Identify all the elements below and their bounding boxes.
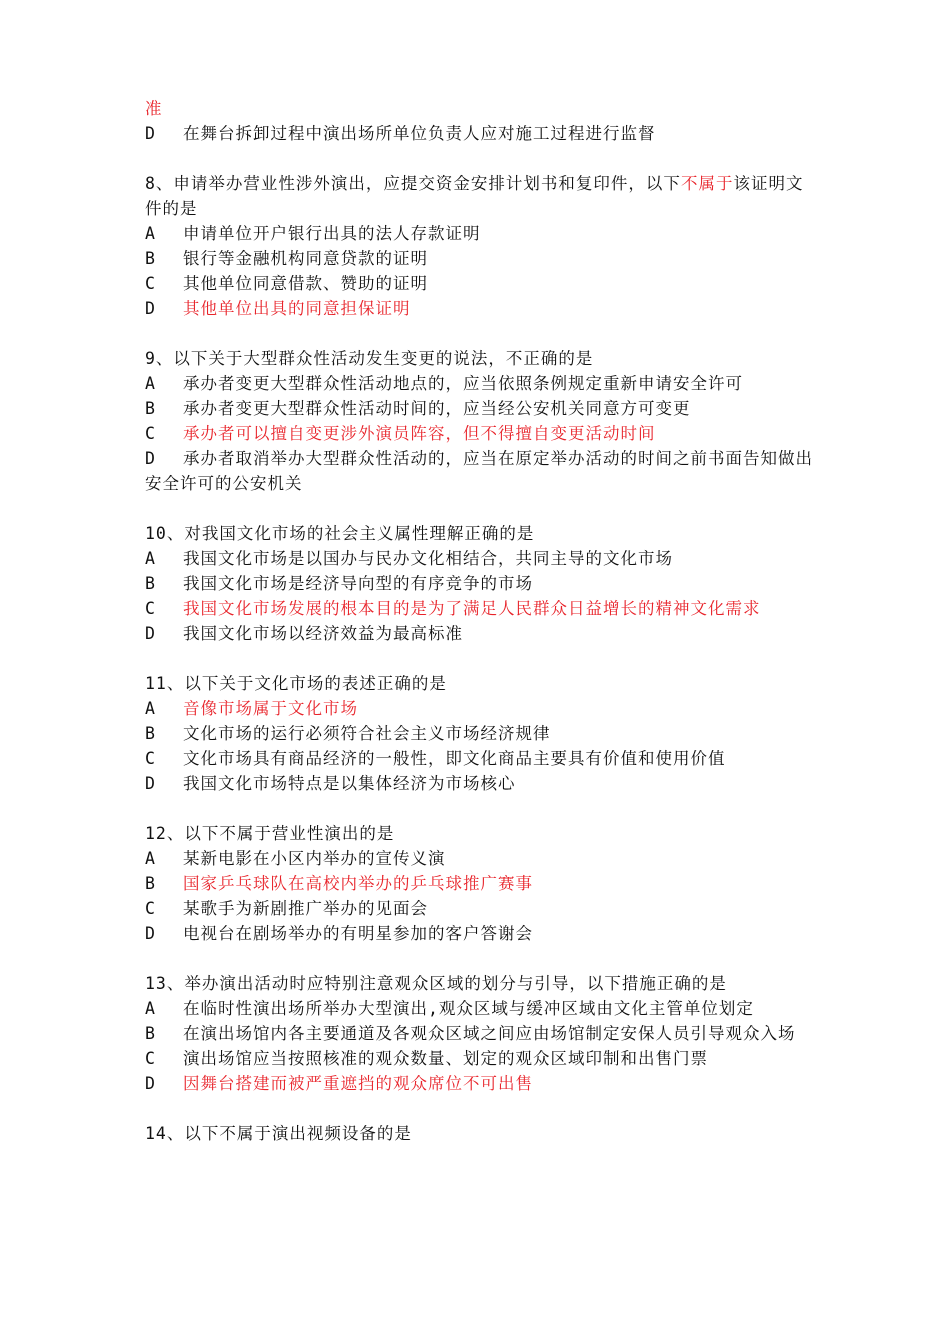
- question-block: [145, 1121, 817, 1146]
- option-b: [145, 1021, 817, 1046]
- option-text: 我国文化市场以经济效益为最高标准: [183, 624, 463, 643]
- option-d-answer: [145, 1071, 817, 1096]
- option-d: [145, 446, 817, 496]
- question-title: [145, 171, 817, 221]
- option-letter: B: [145, 399, 156, 418]
- option-letter: D: [145, 124, 156, 143]
- option-text: 银行等金融机构同意贷款的证明: [183, 249, 428, 268]
- option-text: 其他单位出具的同意担保证明: [183, 299, 411, 318]
- option-a: [145, 546, 817, 571]
- option-text: 某新电影在小区内举办的宣传义演: [183, 849, 446, 868]
- option-d-answer: [145, 296, 817, 321]
- question-block: [145, 821, 817, 946]
- option-letter: B: [145, 724, 156, 743]
- question-list: [145, 171, 817, 1146]
- option-c: [145, 1046, 817, 1071]
- option-letter: B: [145, 1024, 156, 1043]
- option-c: [145, 896, 817, 921]
- option-text: 我国文化市场特点是以集体经济为市场核心: [183, 774, 516, 793]
- option-letter: D: [145, 924, 156, 943]
- question-block: [145, 346, 817, 496]
- question-title: 10、对我国文化市场的社会主义属性理解正确的是: [145, 524, 535, 543]
- question-block: [145, 171, 817, 321]
- option-d: [145, 921, 817, 946]
- option-text: 申请单位开户银行出具的法人存款证明: [183, 224, 481, 243]
- question-block: [145, 971, 817, 1096]
- option-text: 国家乒乓球队在高校内举办的乒乓球推广赛事: [183, 874, 533, 893]
- option-d: [145, 771, 817, 796]
- document-page: [145, 96, 817, 1146]
- option-a: [145, 371, 817, 396]
- question-title: 13、举办演出活动时应特别注意观众区域的划分与引导，以下措施正确的是: [145, 974, 727, 993]
- question-title: 14、以下不属于演出视频设备的是: [145, 1124, 412, 1143]
- option-letter: D: [145, 449, 156, 468]
- question-title: 12、以下不属于营业性演出的是: [145, 824, 395, 843]
- option-c-answer: [145, 596, 817, 621]
- option-letter: A: [145, 999, 156, 1018]
- option-a-answer: [145, 696, 817, 721]
- option-letter: A: [145, 224, 156, 243]
- option-text: 演出场馆应当按照核准的观众数量、划定的观众区域印制和出售门票: [183, 1049, 708, 1068]
- option-text: 承办者变更大型群众性活动地点的，应当依照条例规定重新申请安全许可: [183, 374, 743, 393]
- option-text: 我国文化市场发展的根本目的是为了满足人民群众日益增长的精神文化需求: [183, 599, 761, 618]
- option-text: 承办者取消举办大型群众性活动的，应当在原定举办活动的时间之前书面告知做出安全许可的公安机关: [145, 449, 813, 493]
- option-c: [145, 746, 817, 771]
- option-letter: C: [145, 274, 156, 293]
- previous-question-tail: [145, 96, 817, 146]
- option-text: 其他单位同意借款、赞助的证明: [183, 274, 428, 293]
- option-c-answer: [145, 421, 817, 446]
- option-letter: D: [145, 1074, 156, 1093]
- option-b-answer: [145, 871, 817, 896]
- option-letter: B: [145, 249, 156, 268]
- question-block: [145, 671, 817, 796]
- option-letter: D: [145, 624, 156, 643]
- option-text: 某歌手为新剧推广举办的见面会: [183, 899, 428, 918]
- option-text: 在临时性演出场所举办大型演出,观众区域与缓冲区域由文化主管单位划定: [183, 999, 754, 1018]
- option-letter: A: [145, 699, 156, 718]
- option-letter: C: [145, 424, 156, 443]
- option-text: 承办者可以擅自变更涉外演员阵容，但不得擅自变更活动时间: [183, 424, 656, 443]
- option-letter: C: [145, 1049, 156, 1068]
- option-d: [145, 621, 817, 646]
- option-text: 因舞台搭建而被严重遮挡的观众席位不可出售: [183, 1074, 533, 1093]
- option-letter: C: [145, 599, 156, 618]
- option-letter: C: [145, 899, 156, 918]
- option-a: [145, 221, 817, 246]
- option-text: 音像市场属于文化市场: [183, 699, 358, 718]
- question-title-text: 该证明文件的是: [145, 174, 804, 218]
- option-letter: A: [145, 374, 156, 393]
- option-letter: D: [145, 299, 156, 318]
- option-a: [145, 996, 817, 1021]
- option-text: 我国文化市场是以国办与民办文化相结合，共同主导的文化市场: [183, 549, 673, 568]
- option-b: [145, 571, 817, 596]
- question-block: [145, 521, 817, 646]
- option-letter: A: [145, 549, 156, 568]
- option-text: 在演出场馆内各主要通道及各观众区域之间应由场馆制定安保人员引导观众入场: [183, 1024, 796, 1043]
- question-title: 11、以下关于文化市场的表述正确的是: [145, 674, 447, 693]
- option-text: 我国文化市场是经济导向型的有序竞争的市场: [183, 574, 533, 593]
- option-d: [145, 121, 817, 146]
- option-text: 承办者变更大型群众性活动时间的，应当经公安机关同意方可变更: [183, 399, 691, 418]
- question-title-text: 8、申请举办营业性涉外演出，应提交资金安排计划书和复印件，以下: [145, 174, 681, 193]
- option-letter: D: [145, 774, 156, 793]
- question-title: 9、以下关于大型群众性活动发生变更的说法，不正确的是: [145, 349, 594, 368]
- option-b: [145, 396, 817, 421]
- option-text: 文化市场的运行必须符合社会主义市场经济规律: [183, 724, 551, 743]
- option-letter: B: [145, 874, 156, 893]
- option-letter: A: [145, 849, 156, 868]
- option-a: [145, 846, 817, 871]
- option-text: 电视台在剧场举办的有明星参加的客户答谢会: [183, 924, 533, 943]
- continued-answer-text: 准: [145, 99, 163, 118]
- option-b: [145, 721, 817, 746]
- option-text: 在舞台拆卸过程中演出场所单位负责人应对施工过程进行监督: [183, 124, 656, 143]
- option-b: [145, 246, 817, 271]
- question-title-emphasis: 不属于: [680, 174, 734, 193]
- option-letter: B: [145, 574, 156, 593]
- option-letter: C: [145, 749, 156, 768]
- option-c: [145, 271, 817, 296]
- option-text: 文化市场具有商品经济的一般性，即文化商品主要具有价值和使用价值: [183, 749, 726, 768]
